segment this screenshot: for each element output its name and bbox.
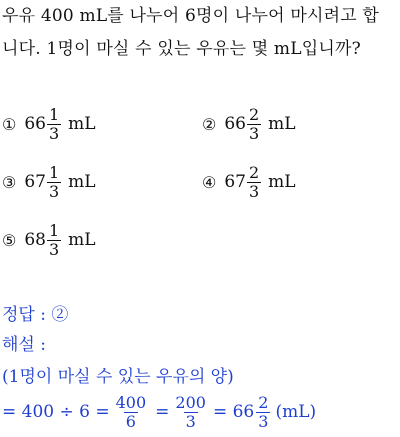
question-text <box>2 0 398 66</box>
choice-unit: mL <box>68 172 96 192</box>
choice-whole: 66 <box>224 114 246 134</box>
fraction-numerator: 1 <box>48 162 60 182</box>
choice-marker: ④ <box>202 172 217 192</box>
equation-start: = 400 ÷ 6 = <box>2 402 110 422</box>
choice-fraction <box>247 164 261 201</box>
fraction-numerator: 400 <box>115 392 147 412</box>
explanation-caption: (1명이 마실 수 있는 우유의 양) <box>2 367 234 387</box>
fraction-numerator: 1 <box>48 220 60 240</box>
choice-1[interactable] <box>2 104 96 144</box>
equation-fraction-1 <box>114 394 149 431</box>
fraction-denominator: 6 <box>125 411 136 431</box>
answer-label: 정답 : ② <box>2 305 69 325</box>
equation-fraction-2 <box>173 394 208 431</box>
equation-result-whole: = 66 <box>212 402 255 422</box>
choice-fraction <box>247 106 261 143</box>
choice-whole: 68 <box>24 230 46 250</box>
fraction-denominator: 3 <box>185 411 196 431</box>
fraction-numerator: 2 <box>258 392 269 412</box>
fraction-numerator: 2 <box>248 162 260 182</box>
choice-unit: mL <box>268 114 296 134</box>
choice-marker: ② <box>202 114 217 134</box>
question-line-2: 니다. 1명이 마실 수 있는 우유는 몇 mL입니까? <box>2 39 361 59</box>
fraction-denominator: 3 <box>48 123 60 143</box>
fraction-denominator: 3 <box>248 123 260 143</box>
choice-marker: ③ <box>2 172 17 192</box>
choice-2[interactable] <box>202 104 296 144</box>
explanation-label: 해설 : <box>2 335 46 355</box>
choice-fraction <box>47 222 61 259</box>
choice-whole: 67 <box>224 172 246 192</box>
choice-whole: 67 <box>24 172 46 192</box>
explanation-equation <box>2 390 316 434</box>
fraction-denominator: 3 <box>248 181 260 201</box>
choice-marker: ① <box>2 114 17 134</box>
choice-5[interactable] <box>2 220 96 260</box>
equation-unit: (mL) <box>275 402 317 422</box>
choice-whole: 66 <box>24 114 46 134</box>
equation-equals: = <box>155 402 170 422</box>
choice-unit: mL <box>68 230 96 250</box>
fraction-denominator: 3 <box>48 181 60 201</box>
choice-unit: mL <box>68 114 96 134</box>
question-line-1: 우유 400 mL를 나누어 6명이 나누어 마시려고 합 <box>2 6 380 26</box>
choice-4[interactable] <box>202 162 296 202</box>
choice-3[interactable] <box>2 162 96 202</box>
choice-marker: ⑤ <box>2 230 17 250</box>
choice-fraction <box>47 106 61 143</box>
fraction-denominator: 3 <box>48 239 60 259</box>
equation-fraction-3 <box>256 394 270 431</box>
fraction-numerator: 2 <box>248 104 260 124</box>
fraction-numerator: 200 <box>175 392 206 412</box>
choice-fraction <box>47 164 61 201</box>
choice-unit: mL <box>268 172 296 192</box>
fraction-numerator: 1 <box>48 104 60 124</box>
fraction-denominator: 3 <box>258 411 269 431</box>
